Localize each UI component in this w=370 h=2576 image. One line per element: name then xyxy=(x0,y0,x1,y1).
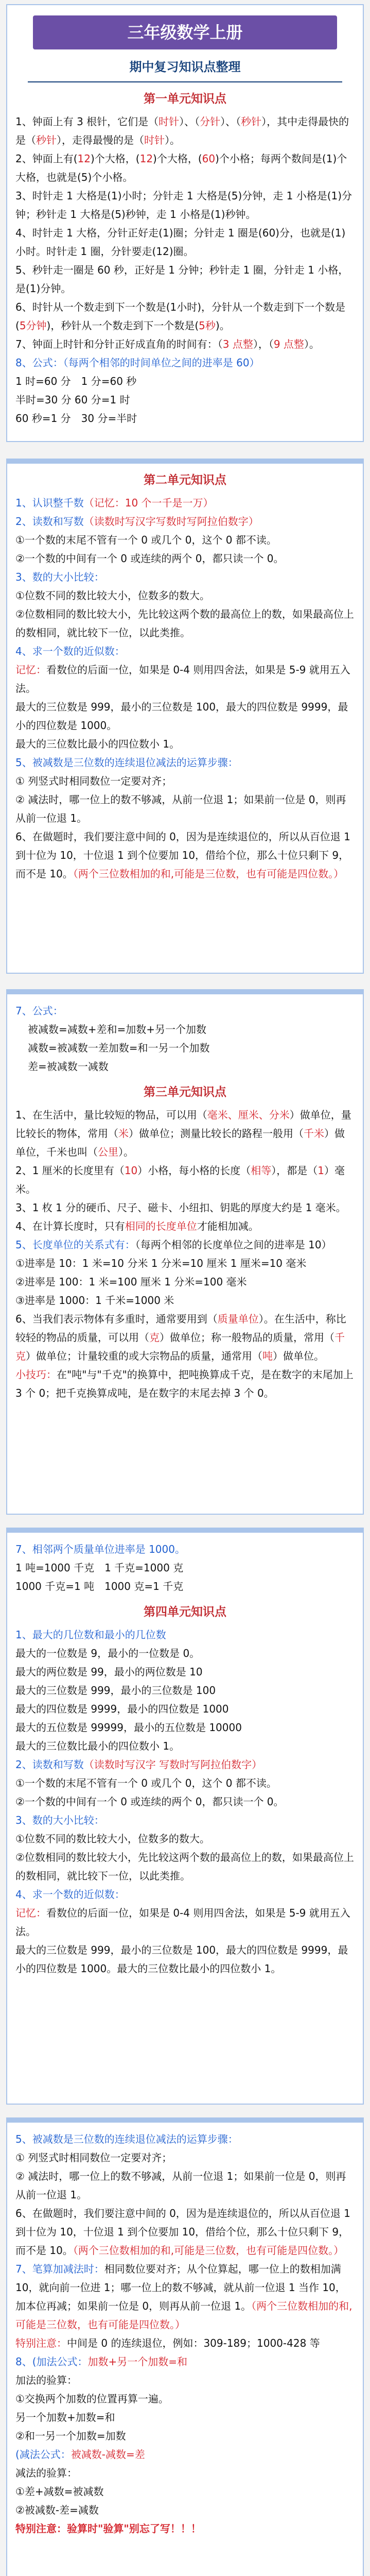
text-line xyxy=(15,391,355,409)
text-line xyxy=(15,568,355,586)
text-segment: 最大的三位数比最小的四位数小 1。 xyxy=(15,1740,180,1752)
text-line xyxy=(15,531,355,549)
text-line xyxy=(15,512,355,531)
text-line xyxy=(15,353,355,372)
text-segment: 5、秒针走一圈是 60 秒，正好是 1 分钟；秒针走 1 圈，分针走 1 小格，是(1)分钟。 xyxy=(15,264,349,295)
text-segment: 特别注意：验算时"验算"别忘了写！！！ xyxy=(15,2522,201,2535)
text-line xyxy=(15,1644,355,1663)
text-line xyxy=(15,494,355,512)
text-segment: 差=被减数一减数 xyxy=(28,1060,109,1073)
text-line xyxy=(15,1039,355,1057)
text-segment: ）毫米。 xyxy=(15,1164,345,1195)
page-subtitle: 期中复习知识点整理 xyxy=(28,58,342,82)
text-segment: 8、公式： xyxy=(15,357,63,369)
text-segment: 加法的验算： xyxy=(15,2374,77,2386)
text-segment: 12 xyxy=(139,152,153,165)
text-line xyxy=(15,1020,355,1039)
text-segment: ）做单位，量比较长的物体，常用（ xyxy=(15,1109,351,1140)
text-segment: ②一个数的中间有一个 0 或连续的两个 0，都只读一个 0。 xyxy=(15,552,284,565)
text-segment: 2、读数和写数 xyxy=(15,515,84,528)
card-unit-2 xyxy=(6,459,364,974)
text-line xyxy=(15,827,355,883)
text-line xyxy=(15,1792,355,1811)
text-segment: 7、公式： xyxy=(15,1005,63,1017)
text-segment: ），都是（ xyxy=(271,1164,318,1177)
section-2-content xyxy=(7,494,363,890)
text-segment: 最大的三位数是 999，最小的三位数是 100 xyxy=(15,1684,216,1697)
text-segment: ②位数相同的数比较大小，先比较这两个数的最高位上的数，如果最高位上的数相同，就比较下一位，以此类推。 xyxy=(15,608,354,639)
text-segment: （两个三位数相加的和,可能是三位数，也有可能是四位数。） xyxy=(73,2244,344,2257)
text-segment: 1、最大的几位数和最小的几位数 xyxy=(15,1629,166,1641)
text-segment: 克 xyxy=(149,1331,160,1344)
text-segment: 6、当我们表示物体有多重时，通常要用到（ xyxy=(15,1313,218,1325)
card-top-strip xyxy=(7,460,363,464)
text-line xyxy=(15,2389,355,2408)
text-segment: 5、被减数是三位数的连续退位减法的运算步骤： xyxy=(15,756,238,769)
text-segment: 3、时针走 1 大格是(1)小时；分针走 1 大格是(5)分钟，走 1 小格是(1)分钟；秒针走 1 大格是(5)秒钟，走 1 小格是(1)秒钟。 xyxy=(15,190,353,221)
text-line xyxy=(15,2464,355,2482)
text-line xyxy=(15,1681,355,1700)
text-segment: 1000 千克=1 吨 1000 克=1 千克 xyxy=(15,1580,184,1592)
text-line xyxy=(15,2352,355,2371)
text-segment: 8、(加法公式： xyxy=(15,2355,88,2368)
text-segment: 2、读数和写数 xyxy=(15,1758,84,1771)
text-line xyxy=(15,1848,355,1885)
section-3-heading: 第三单元知识点 xyxy=(144,1086,226,1099)
text-segment: 3 点整 xyxy=(222,338,253,350)
text-segment: ）、（ xyxy=(179,115,200,128)
text-segment: ①一个数的末尾不管有一个 0 或几个 0，这个 0 都不读。 xyxy=(15,534,277,546)
text-line xyxy=(15,409,355,428)
text-line xyxy=(15,1106,355,1161)
text-line xyxy=(15,1941,355,1978)
text-line xyxy=(15,549,355,568)
text-line xyxy=(15,1540,355,1558)
text-line xyxy=(15,698,355,735)
text-line xyxy=(15,753,355,772)
text-line xyxy=(15,2130,355,2148)
text-segment: 记忆： xyxy=(15,664,46,676)
text-segment: 秒针 xyxy=(241,115,262,128)
text-line xyxy=(15,2501,355,2519)
text-line xyxy=(15,790,355,827)
card-unit-4 xyxy=(6,1528,364,2105)
text-segment: ① 列竖式时相同数位一定要对齐； xyxy=(15,775,172,787)
text-segment: ）。 xyxy=(304,338,320,350)
card-top-strip xyxy=(7,1529,363,1533)
text-segment: （每两个相邻的时间单位之间的进率是 60） xyxy=(63,357,260,369)
text-segment: 60 xyxy=(202,152,216,165)
text-line xyxy=(15,1002,355,1020)
text-line xyxy=(15,1577,355,1596)
text-line xyxy=(15,112,355,149)
text-segment: 被减数=减数+差和=加数+另一个加数 xyxy=(28,1023,207,1036)
text-segment: （两个三位数相加的和,可能是三位数，也有可能是四位数。） xyxy=(73,868,344,880)
text-segment: 最大的四位数是 9999，最小的四位数是 1000 xyxy=(15,1703,229,1715)
text-segment: )个小格；每两个数间是(1)个大格，也就是(5)个小格。 xyxy=(15,152,347,183)
text-segment: 1、在生活中，量比较短的物品，可以用（ xyxy=(15,1109,207,1121)
section-4-heading: 第四单元知识点 xyxy=(144,1605,226,1619)
text-line xyxy=(15,2519,355,2538)
text-segment: 6、在做题时，我们要注意中间的 0，因为是连续退位的，所以从百位退 1 到十位为 10，十位退 1 到个位要加 10，借给个位，那么十位只剩下 9，而不是 10。 xyxy=(15,2207,350,2257)
text-segment: 公里 xyxy=(98,1146,118,1158)
text-segment: （读数时写汉字写数时写阿拉伯数字） xyxy=(83,515,259,528)
card-unit-4-continued xyxy=(6,2117,364,2576)
text-segment: 相等 xyxy=(251,1164,272,1177)
card-top-strip xyxy=(7,2119,363,2123)
text-segment: ），其中走得最快的是（ xyxy=(15,115,349,146)
text-line xyxy=(15,1774,355,1792)
text-segment: （每两个相邻的长度单位之间的进率是 10） xyxy=(135,1239,332,1251)
text-segment: 毫米、厘米、分米 xyxy=(207,1109,290,1121)
text-segment: 3、1 枚 1 分的硬币、尺子、磁卡、小纽扣、钥匙的厚度大约是 1 毫米。 xyxy=(15,1201,346,1214)
text-segment: 另一个加数+加数=和 xyxy=(15,2411,115,2424)
text-segment: ①交换两个加数的位置再算一遍。 xyxy=(15,2393,169,2405)
text-segment: ）做单位，千米也叫（ xyxy=(15,1127,345,1158)
text-line xyxy=(15,1057,355,1076)
text-line xyxy=(15,2148,355,2167)
text-segment: 米 xyxy=(118,1127,129,1140)
text-segment: 4、在计算长度时，只有 xyxy=(15,1220,125,1232)
text-segment: 1、认识整千数 xyxy=(15,497,84,509)
page-title: 三年级数学上册 xyxy=(33,15,337,49)
text-line xyxy=(15,772,355,790)
text-segment: 6、在做题时，我们要注意中间的 0，因为是连续退位的，所以从百位退 1 到十位为 10，十位退 1 到个位要加 10，借给个位，那么十位只剩下 9，而不是 10。 xyxy=(15,831,350,880)
text-segment: （两个三位数相加的和,可能是三位数，也有可能是四位数。） xyxy=(15,2300,353,2331)
text-segment: 看数位的后面一位，如果是 0-4 则用四舍法，如果是 5-9 就用五入法。 xyxy=(15,664,350,694)
text-segment: 最大的一位数是 9，最小的一位数是 0。 xyxy=(15,1647,200,1659)
text-line xyxy=(15,2408,355,2427)
text-segment: ②位数相同的数比较大小，先比较这两个数的最高位上的数，如果最高位上的数相同，就比较下一位，以此类推。 xyxy=(15,1851,354,1882)
text-line xyxy=(15,660,355,698)
text-segment: ），（ xyxy=(253,338,274,350)
text-line xyxy=(15,1558,355,1577)
text-segment: ② 减法时，哪一位上的数不够减，从前一位退 1；如果前一位是 0，则再从前一位退 1。 xyxy=(15,793,346,824)
text-line xyxy=(15,298,355,335)
text-line xyxy=(15,642,355,660)
text-segment: 1 时=60 分 1 分=60 秒 xyxy=(15,375,137,387)
text-segment: ）做单位；称一般物品的质量，常用（ xyxy=(160,1331,334,1344)
text-segment: 吨 xyxy=(262,1350,273,1362)
text-segment: 7、笔算加减法时： xyxy=(15,2263,104,2275)
text-line xyxy=(15,605,355,642)
text-segment: 5、被减数是三位数的连续退位减法的运算步骤： xyxy=(15,2133,238,2145)
text-segment: 1、钟面上有 3 根针，它们是（ xyxy=(15,115,159,128)
text-segment: ① 列竖式时相同数位一定要对齐； xyxy=(15,2151,172,2164)
text-segment: 加数+另一个加数=和 xyxy=(87,2355,188,2368)
text-segment: ①一个数的末尾不管有一个 0 或几个 0，这个 0 都不读。 xyxy=(15,1777,277,1789)
text-segment: 5秒 xyxy=(199,319,216,332)
text-segment: 10 xyxy=(124,1164,138,1177)
text-line xyxy=(15,1291,355,1310)
text-line xyxy=(15,1663,355,1681)
text-segment: 9 点整 xyxy=(273,338,304,350)
text-segment: ）做单位；计量较重的或大宗物品的质量，通常用（ xyxy=(26,1350,262,1362)
text-segment: 千米 xyxy=(304,1127,324,1140)
text-line xyxy=(15,1217,355,1235)
text-segment: 4、求一个数的近似数： xyxy=(15,1888,125,1901)
card-unit-1 xyxy=(6,4,364,442)
text-segment: 时针 xyxy=(144,134,165,146)
text-segment: ）。在生活中，称比较轻的物品的质量，可以用（ xyxy=(15,1313,346,1344)
text-segment: 小技巧： xyxy=(15,1368,57,1381)
text-line xyxy=(15,2260,355,2334)
text-segment: 2、钟面上有( xyxy=(15,152,78,165)
text-line xyxy=(15,586,355,605)
text-segment: 3、数的大小比较： xyxy=(15,571,104,583)
text-line xyxy=(15,335,355,353)
text-segment: （记忆：10 个一千是一万） xyxy=(83,497,214,509)
text-segment: 最大的三位数比最小的四位数小 1。 xyxy=(15,738,180,750)
text-line xyxy=(15,1700,355,1718)
text-segment: 在"吨"与"千克"的换算中，把吨换算成千克，是在数字的末尾加上 3 个 0；把千克换算成吨，是在数字的末尾去掉 3 个 0。 xyxy=(15,1368,354,1399)
text-segment: 记忆： xyxy=(15,1907,46,1919)
text-line xyxy=(15,2445,355,2464)
text-segment: (减法公式： xyxy=(15,2448,71,2461)
text-line xyxy=(15,149,355,187)
text-line xyxy=(15,1737,355,1755)
text-segment: 5分钟 xyxy=(19,319,47,332)
card-top-strip xyxy=(7,990,363,994)
text-segment: 2、1 厘米的长度里有（ xyxy=(15,1164,125,1177)
text-segment: 60 秒=1 分 30 分=半时 xyxy=(15,412,137,425)
text-line xyxy=(15,1273,355,1291)
text-line xyxy=(15,261,355,298)
text-segment: 相同的长度单位 xyxy=(125,1220,197,1232)
text-segment: ①位数不同的数比较大小，位数多的数大。 xyxy=(15,589,210,602)
text-segment: 1 吨=1000 千克 1 千克=1000 克 xyxy=(15,1562,184,1574)
section-1-content xyxy=(7,112,363,435)
text-segment: 减数=被减数一差加数=和一另一个加数 xyxy=(28,1042,210,1054)
section-4-pre-content xyxy=(7,1533,363,1596)
text-line xyxy=(15,735,355,753)
text-segment: ①差+减数=被减数 xyxy=(15,2485,104,2498)
text-segment: ）。 xyxy=(165,134,180,146)
text-segment: 最大的三位数是 999，最小的三位数是 100，最大的四位数是 9999，最小的四位数是 1000。 xyxy=(15,701,348,732)
section-3-content xyxy=(7,1106,363,1410)
text-segment: 最大的五位数是 99999，最小的五位数是 10000 xyxy=(15,1721,242,1734)
text-segment: 最大的两位数是 99，最小的两位数是 10 xyxy=(15,1666,203,1678)
text-segment: 5、长度单位的关系式有： xyxy=(15,1239,135,1251)
text-line xyxy=(15,2427,355,2445)
text-segment: ）做单位。 xyxy=(273,1350,324,1362)
text-segment: 特别注意： xyxy=(15,2337,67,2349)
text-line xyxy=(15,187,355,224)
section-1-heading: 第一单元知识点 xyxy=(144,92,226,106)
text-segment: ）做单位；测量比较长的路程一般用（ xyxy=(129,1127,304,1140)
text-segment: ③进率是 1000：1 千米=1000 米 xyxy=(15,1294,174,1307)
text-segment: 4、求一个数的近似数： xyxy=(15,645,125,657)
text-line xyxy=(15,1904,355,1941)
text-line xyxy=(15,1235,355,1254)
text-segment: ②一个数的中间有一个 0 或连续的两个 0，都只读一个 0。 xyxy=(15,1795,284,1808)
text-line xyxy=(15,1254,355,1273)
text-line xyxy=(15,1198,355,1217)
text-segment: （读数时写汉字 写数时写阿拉伯数字） xyxy=(83,1758,262,1771)
text-segment: )个大格，( xyxy=(90,152,140,165)
card-unit-3 xyxy=(6,989,364,1515)
text-segment: 看数位的后面一位，如果是 0-4 则用四舍法，如果是 5-9 就用五入法。 xyxy=(15,1907,350,1938)
text-line xyxy=(15,224,355,261)
text-line xyxy=(15,1310,355,1365)
text-segment: ②进率是 100：1 米=100 厘米 1 分米=100 毫米 xyxy=(15,1276,247,1288)
text-segment: 减法的验算： xyxy=(15,2467,77,2479)
text-segment: 6、时针从一个数走到下一个数是(1小时)，分针从一个数走到下一个数是( xyxy=(15,301,346,332)
text-segment: 4、时针走 1 大格，分针正好走(1)圈；分针走 1 圈是(60)分，也就是(1)小时。时针走 1 圈，分针要走(12)圈。 xyxy=(15,227,346,258)
text-segment: ② 减法时，哪一位上的数不够减，从前一位退 1；如果前一位是 0，则再从前一位退 1。 xyxy=(15,2170,346,2201)
text-segment: ②和一另一个加数=加数 xyxy=(15,2430,126,2442)
text-line xyxy=(15,1365,355,1402)
section-3-pre-content xyxy=(7,994,363,1076)
text-segment: 最大的三位数是 999，最小的三位数是 100，最大的四位数是 9999，最小的四位数是 1000。最大的三位数比最小的四位数小 1。 xyxy=(15,1944,348,1975)
text-line xyxy=(15,1755,355,1774)
text-segment: 才能相加减。 xyxy=(197,1220,259,1232)
text-line xyxy=(15,2482,355,2501)
text-line xyxy=(15,1811,355,1829)
text-segment: ）、（ xyxy=(220,115,241,128)
text-segment: 1 xyxy=(318,1164,324,1177)
text-segment: ②被减数-差=减数 xyxy=(15,2504,99,2516)
text-line xyxy=(15,1718,355,1737)
text-line xyxy=(15,2204,355,2260)
text-segment: 时针 xyxy=(158,115,180,128)
section-5-content xyxy=(7,2123,363,2545)
text-segment: 中间是 0 的连续退位，例如：309-189；1000-428 等 xyxy=(67,2337,320,2349)
text-segment: 3、数的大小比较： xyxy=(15,1814,104,1826)
text-segment: 质量单位 xyxy=(217,1313,259,1325)
text-segment: ）小格，每小格的长度（ xyxy=(137,1164,251,1177)
text-segment: ），走得最慢的是（ xyxy=(57,134,144,146)
text-segment: 7、钟面上时针和分针正好成直角的时间有：（ xyxy=(15,338,223,350)
text-line xyxy=(15,2334,355,2352)
text-segment: 相同数位要对齐；从个位算起，哪一位上的数相加满 10，就向前一位进 1；哪一位上的数不够减，就从前一位退 1 当作 10，加本位再减；如果前一位是 0，则再从前一位退 1。 xyxy=(15,2263,346,2312)
section-2-heading: 第二单元知识点 xyxy=(144,473,226,487)
text-segment: )。 xyxy=(215,319,230,332)
text-segment: 半时=30 分 60 分=1 时 xyxy=(15,394,130,406)
text-line xyxy=(15,1829,355,1848)
text-segment: 被减数-减数=差 xyxy=(71,2448,145,2461)
text-segment: 千克 xyxy=(15,1331,345,1362)
text-line xyxy=(15,372,355,391)
text-line xyxy=(15,1161,355,1198)
text-line xyxy=(15,2167,355,2204)
text-line xyxy=(15,1625,355,1644)
text-segment: 秒针 xyxy=(36,134,57,146)
text-segment: ①位数不同的数比较大小，位数多的数大。 xyxy=(15,1833,210,1845)
text-segment: ）。 xyxy=(118,1146,134,1158)
text-segment: ①进率是 10：1 米=10 分米 1 分米=10 厘米 1 厘米=10 毫米 xyxy=(15,1257,307,1269)
text-line xyxy=(15,1885,355,1904)
text-line xyxy=(15,2371,355,2389)
section-4-content xyxy=(7,1625,363,1985)
text-segment: 12 xyxy=(77,152,91,165)
text-segment: 7、相邻两个质量单位进率是 1000。 xyxy=(15,1543,185,1555)
text-segment: )，秒针从一个数走到下一个数是( xyxy=(46,319,199,332)
text-segment: )个大格，( xyxy=(153,152,202,165)
text-segment: 分针 xyxy=(200,115,221,128)
